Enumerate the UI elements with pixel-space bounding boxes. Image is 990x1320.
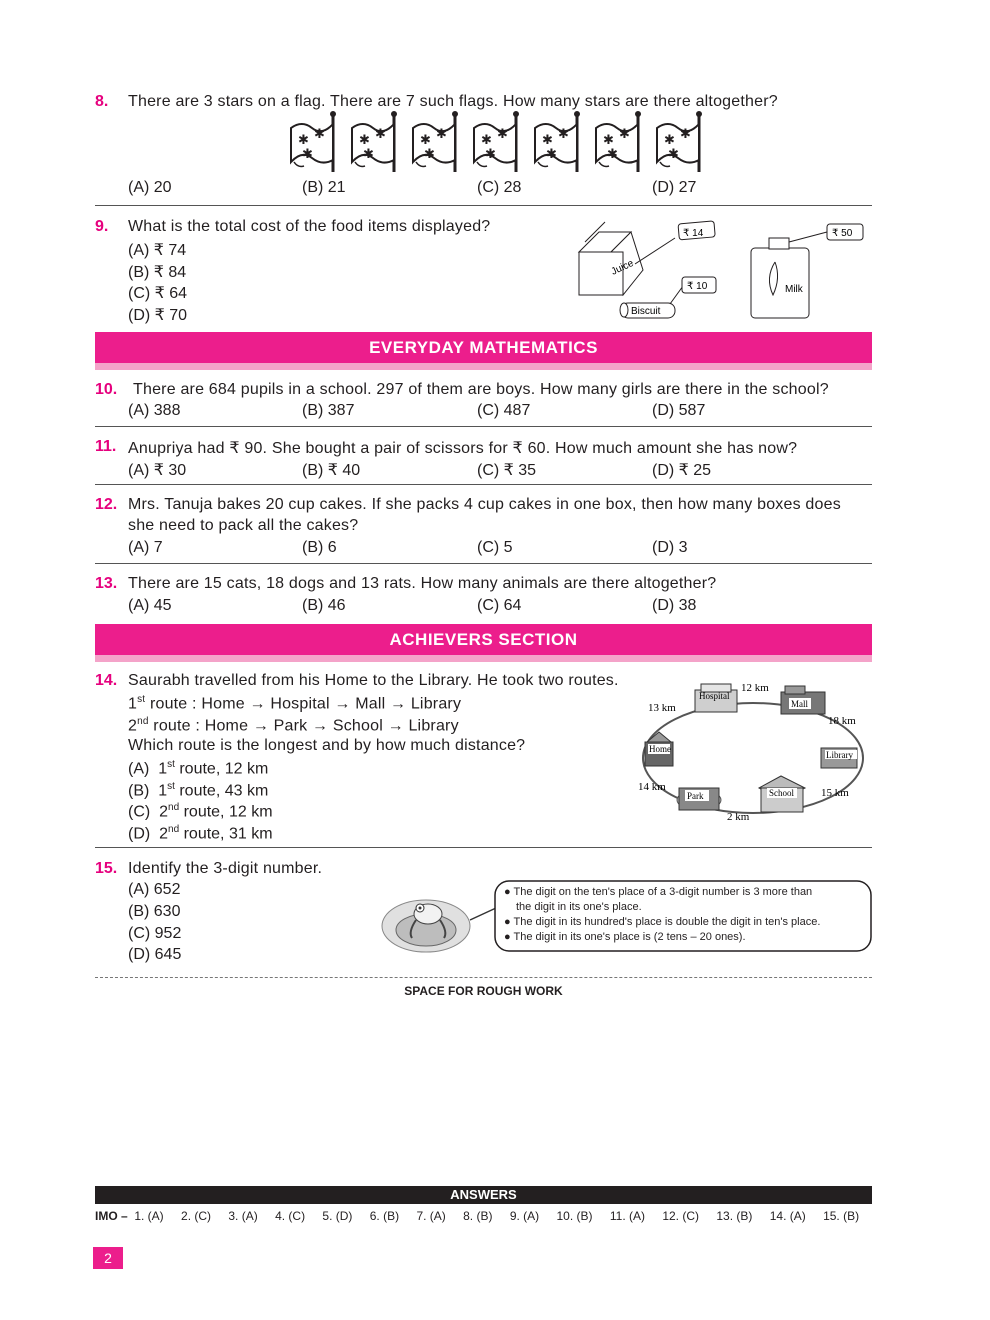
section-banner: EVERYDAY MATHEMATICS [95,332,872,363]
answers-header: ANSWERS [95,1186,872,1204]
option-c: (C) 5 [477,539,513,556]
option-a: (A) ₹ 74 [128,242,187,259]
milk-price: ₹ 50 [832,228,853,239]
option-b: (B) 1st route, 43 km [128,781,269,800]
option-a: (A) 7 [128,539,163,556]
option-d: (D) 2nd route, 31 km [128,824,273,843]
option-a: (A) ₹ 30 [128,462,187,479]
option-b: (B) ₹ 40 [302,462,361,479]
option-c: (C) 2nd route, 12 km [128,802,273,821]
milk-label: Milk [785,284,803,295]
hospital-label: Hospital [699,691,730,701]
question-text-line1: Mrs. Tanuja bakes 20 cup cakes. If she packs 4 cup cakes in one box, then how many boxes does [128,496,841,513]
question-text: There are 684 pupils in a school. 297 of them are boys. How many girls are there in the school? [133,381,829,398]
route-2: 2nd route : Home → Park → School → Library [128,716,459,735]
answer-item: 15. (B) [823,1209,860,1223]
option-a: (A) 45 [128,597,172,614]
answer-item: 1. (A) [134,1209,164,1223]
question-number: 10. [95,381,118,398]
option-b: (B) 21 [302,179,346,196]
juice-price: ₹ 14 [683,228,704,239]
answers-prefix: IMO – [95,1209,128,1223]
question-number: 13. [95,575,118,592]
question-text: There are 15 cats, 18 dogs and 13 rats. How many animals are there altogether? [128,575,717,592]
hint-3: ● The digit in its one's place is (2 tens – 20 ones). [504,931,746,943]
divider [95,847,872,848]
option-b: (B) 387 [302,402,355,419]
question-number: 15. [95,860,118,877]
option-c: (C) 64 [477,597,522,614]
option-c: (C) 487 [477,402,531,419]
answer-item: 10. (B) [556,1209,593,1223]
answer-item: 7. (A) [416,1209,446,1223]
distance-school-park: 2 km [727,811,750,823]
distance-home-hospital: 13 km [648,702,676,714]
answer-item: 3. (A) [228,1209,258,1223]
park-label: Park [687,791,704,801]
option-d: (D) 3 [652,539,688,556]
question-text: Saurabh travelled from his Home to the Library. He took two routes. [128,672,619,689]
hint-1-cont: the digit in its one's place. [516,901,642,913]
option-a: (A) 20 [128,179,172,196]
question-number: 12. [95,496,118,513]
question-text-line2: she need to pack all the cakes? [128,517,359,534]
frog-illustration [378,880,498,960]
page-number: 2 [93,1247,123,1269]
section-banner: ACHIEVERS SECTION [95,624,872,655]
distance-library-school: 15 km [821,787,849,799]
answer-item: 12. (C) [662,1209,700,1223]
question-number: 8. [95,93,109,110]
distance-hospital-mall: 12 km [741,682,769,694]
library-label: Library [826,750,853,760]
option-b: (B) 6 [302,539,337,556]
option-a: (A) 1st route, 12 km [128,759,269,778]
divider [95,484,872,485]
svg-text:✱: ✱ [302,146,313,161]
question-number: 14. [95,672,118,689]
biscuit-price: ₹ 10 [687,281,708,292]
answer-item: 9. (A) [509,1209,540,1223]
question-subtext: Which route is the longest and by how much distance? [128,737,526,754]
divider [95,563,872,564]
answers-row [95,1209,873,1223]
option-d: (D) ₹ 70 [128,307,188,324]
option-c: (C) ₹ 64 [128,285,188,302]
question-number: 9. [95,218,109,235]
flags-figure [288,110,713,176]
home-label: Home [649,744,671,754]
juice-label: Juice [609,257,636,278]
hint-2: ● The digit in its hundred's place is double the digit in ten's place. [504,916,821,928]
question-text: There are 3 stars on a flag. There are 7 such flags. How many stars are there altogether? [128,93,778,110]
school-label: School [769,788,795,798]
hint-1: ● The digit on the ten's place of a 3-digit number is 3 more than [504,886,813,898]
rough-work-divider [95,977,872,978]
option-b: (B) 46 [302,597,346,614]
question-text: What is the total cost of the food items displayed? [128,218,491,235]
hint-bubble [504,885,864,945]
banner-underline [95,363,872,370]
option-a: (A) 652 [128,881,181,898]
answer-item: 13. (B) [716,1209,753,1223]
distance-park-home: 14 km [638,781,666,793]
divider [95,426,872,427]
question-number: 11. [95,438,117,455]
svg-text:✱: ✱ [314,126,325,141]
rough-work-label: SPACE FOR ROUGH WORK [404,984,563,998]
divider [95,205,872,206]
answer-item: 4. (C) [275,1209,306,1223]
answer-item: 8. (B) [463,1209,493,1223]
route-1: 1st route : Home → Hospital → Mall → Library [128,694,462,713]
question-text: Anupriya had ₹ 90. She bought a pair of scissors for ₹ 60. How much amount she has now? [128,440,798,457]
answer-item: 2. (C) [181,1209,212,1223]
option-c: (C) 952 [128,925,182,942]
option-c: (C) 28 [477,179,522,196]
option-d: (D) 27 [652,179,697,196]
food-items-figure [575,220,870,325]
option-b: (B) 630 [128,903,181,920]
option-a: (A) 388 [128,402,181,419]
banner-underline [95,655,872,662]
option-b: (B) ₹ 84 [128,264,187,281]
question-text: Identify the 3-digit number. [128,860,323,877]
route-map [635,676,865,826]
distance-mall-library: 18 km [828,715,856,727]
answer-item: 5. (D) [322,1209,353,1223]
answer-item: 14. (A) [769,1209,806,1223]
option-c: (C) ₹ 35 [477,462,537,479]
answer-item: 11. (A) [609,1209,645,1223]
answer-item: 6. (B) [369,1209,400,1223]
svg-text:✱: ✱ [298,132,309,147]
option-d: (D) 587 [652,402,706,419]
option-d: (D) 38 [652,597,697,614]
option-d: (D) ₹ 25 [652,462,712,479]
option-d: (D) 645 [128,946,182,963]
mall-label: Mall [791,699,808,709]
biscuit-label: Biscuit [631,306,661,317]
